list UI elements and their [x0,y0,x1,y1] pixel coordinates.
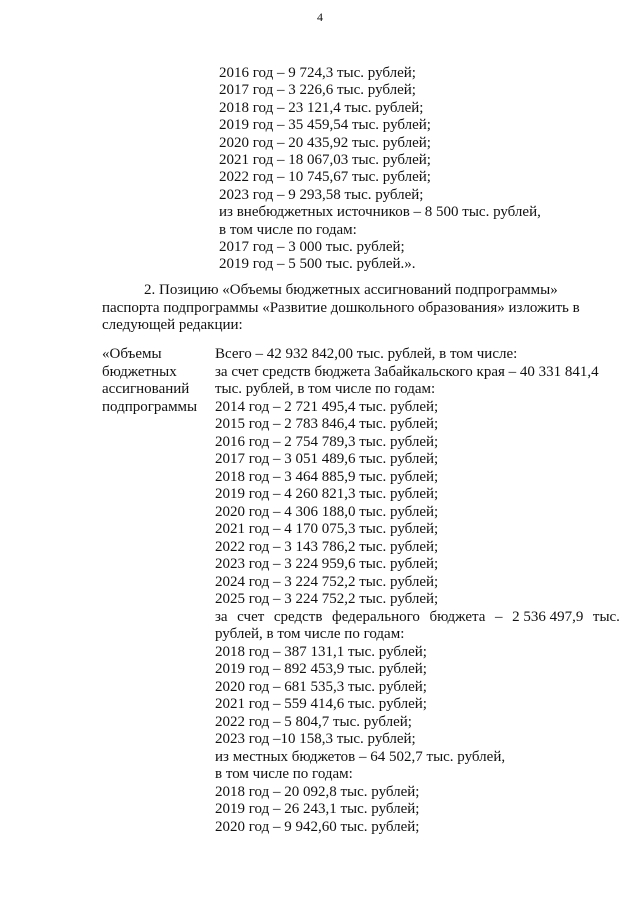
regional-line: за счет средств бюджета Забайкальского края – 40 331 841,4 [215,363,599,380]
local-year: 2019 год – 26 243,1 тыс. рублей; [215,801,420,817]
federal-word: тыс. [592,608,620,625]
passport-field-label [102,346,197,416]
regional-year: 2015 год – 2 783 846,4 тыс. рублей; [215,416,439,432]
paragraph-line: паспорта подпрограммы «Развитие дошкольного образования» изложить в [102,299,580,316]
regional-year: 2020 год – 4 306 188,0 тыс. рублей; [215,503,439,520]
point-2-paragraph [102,282,622,335]
federal-word: средств [273,608,323,625]
passport-field-value [215,346,620,836]
regional-year: 2016 год – 2 754 789,3 тыс. рублей; [215,433,439,450]
label-line: бюджетных [102,363,177,380]
label-line: ассигнований [102,381,190,397]
federal-year: 2018 год – 387 131,1 тыс. рублей; [215,643,427,660]
regional-year: 2014 год – 2 721 495,4 тыс. рублей; [215,398,439,415]
previous-funding-list [219,65,541,274]
regional-year: 2018 год – 3 464 885,9 тыс. рублей; [215,468,439,485]
text-line: 2019 год – 5 500 тыс. рублей.». [219,256,416,273]
text-line: 2016 год – 9 724,3 тыс. рублей; [219,65,416,81]
federal-word: – [494,608,503,625]
label-line: «Объемы [102,346,162,362]
text-line: 2018 год – 23 121,4 тыс. рублей; [219,99,424,116]
federal-year: 2019 год – 892 453,9 тыс. рублей; [215,661,427,677]
text-line: 2023 год – 9 293,58 тыс. рублей; [219,186,424,203]
federal-year: 2020 год – 681 535,3 тыс. рублей; [215,678,427,695]
text-line: 2022 год – 10 745,67 тыс. рублей; [219,169,431,186]
regional-year: 2019 год – 4 260 821,3 тыс. рублей; [215,486,439,502]
label-line: подпрограммы [102,398,198,415]
paragraph-line: 2. Позицию «Объемы бюджетных ассигнований подпрограммы» [144,282,558,298]
text-line: 2017 год – 3 226,6 тыс. рублей; [219,82,416,99]
federal-line [215,609,620,627]
regional-line: тыс. рублей, в том числе по годам: [215,381,436,397]
federal-year: 2021 год – 559 414,6 тыс. рублей; [215,696,427,712]
local-line: в том числе по годам: [215,766,353,782]
regional-year: 2017 год – 3 051 489,6 тыс. рублей; [215,451,439,467]
regional-year: 2023 год – 3 224 959,6 тыс. рублей; [215,556,439,572]
regional-year: 2021 год – 4 170 075,3 тыс. рублей; [215,521,439,537]
text-line: из внебюджетных источников – 8 500 тыс. рублей, [219,204,541,221]
total-line: Всего – 42 932 842,00 тыс. рублей, в том числе: [215,346,518,362]
federal-word: за [215,608,228,625]
page-number: 4 [317,10,323,24]
federal-year: 2023 год –10 158,3 тыс. рублей; [215,731,416,747]
text-line: 2019 год – 35 459,54 тыс. рублей; [219,117,431,134]
regional-year: 2022 год – 3 143 786,2 тыс. рублей; [215,538,439,555]
paragraph-line: следующей редакции: [102,317,243,333]
text-line: 2017 год – 3 000 тыс. рублей; [219,238,405,255]
federal-word: федерального [332,608,420,625]
text-line: 2021 год – 18 067,03 тыс. рублей; [219,151,431,168]
text-line: в том числе по годам: [219,221,357,238]
federal-line: рублей, в том числе по годам: [215,626,405,642]
local-year: 2018 год – 20 092,8 тыс. рублей; [215,783,420,800]
federal-year: 2022 год – 5 804,7 тыс. рублей; [215,713,412,730]
federal-word: 2 536 497,9 [512,608,584,625]
regional-year: 2025 год – 3 224 752,2 тыс. рублей; [215,591,439,607]
federal-word: счет [237,608,265,625]
federal-word: бюджета [429,608,486,625]
text-line: 2020 год – 20 435,92 тыс. рублей; [219,134,431,151]
regional-year: 2024 год – 3 224 752,2 тыс. рублей; [215,573,439,590]
local-line: из местных бюджетов – 64 502,7 тыс. рублей, [215,748,506,765]
local-year: 2020 год – 9 942,60 тыс. рублей; [215,818,420,835]
